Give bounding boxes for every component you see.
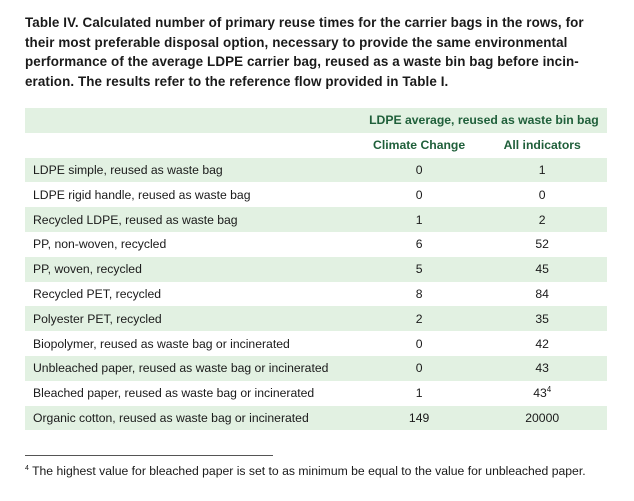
all-indicators-value: $43^4$ [533,385,552,401]
all-indicators-value: 42 [535,336,549,351]
all-indicators-value: 0 [538,187,546,202]
table-row [25,207,607,232]
climate-change-value: 2 [361,306,478,331]
row-label: Organic cotton, reused as waste bag or incinerated [25,406,361,431]
table-row [25,381,607,406]
row-label: PP, non-woven, recycled [33,237,167,252]
climate-change-value: 1 [361,207,478,232]
row-label: Recycled LDPE, reused as waste bag [25,207,361,232]
footnote [25,464,586,478]
row-label: LDPE simple, reused as waste bag [25,158,361,183]
footnote-ref: 4 [546,385,552,395]
row-label: Unbleached paper, reused as waste bag or incinerated [25,356,361,381]
climate-change-value: 0 [415,187,423,202]
climate-change-value: 8 [415,286,423,301]
climate-change-value: 5 [361,257,478,282]
climate-change-value: 6 [415,237,423,252]
climate-change-value: 0 [415,336,423,351]
table-caption: Table IV. Calculated number of primary reuse times for the carrier bags in the rows, for their most preferable disposal option, necessary to provide the same environmental performance of the average LDPE carrier bag, reused as a waste bin bag before incin-eration. The results refer to the reference flow provided in Table I. [25,15,584,89]
climate-change-value: 1 [415,386,423,401]
row-label: Bleached paper, reused as waste bag or incinerated [33,386,315,401]
all-indicators-value: 2 [477,207,607,232]
all-indicators-value: 1 [477,158,607,183]
climate-change-value: 0 [361,158,478,183]
footnote-text: The highest value for bleached paper is set to as minimum be equal to the value for unbleached paper. [32,464,586,478]
row-label: Biopolymer, reused as waste bag or incinerated [33,336,290,351]
table-row [25,232,607,257]
table-row [25,182,607,207]
table-column-header-row [25,133,607,158]
column-header-all-indicators: All indicators [503,138,581,153]
row-label: LDPE rigid handle, reused as waste bag [33,187,251,202]
results-table [25,108,607,430]
row-label: Recycled PET, recycled [33,286,162,301]
all-indicators-value: 43 [477,356,607,381]
all-indicators-value: 45 [477,257,607,282]
all-indicators-value: 84 [535,286,549,301]
footnote-divider [25,455,273,456]
table-row [25,158,607,183]
climate-change-value: 149 [361,406,478,431]
footnote-marker: 4 [25,464,29,472]
column-header-climate-change: Climate Change [373,138,466,153]
table-row [25,331,607,356]
all-indicators-value: 35 [477,306,607,331]
row-label: Polyester PET, recycled [25,306,361,331]
table-group-header-row [25,108,607,133]
climate-change-value: 0 [361,356,478,381]
table-row [25,306,607,331]
all-indicators-value: 20000 [477,406,607,431]
table-row [25,282,607,307]
table-row [25,257,607,282]
table-row [25,356,607,381]
all-indicators-value: 52 [535,237,549,252]
row-label: PP, woven, recycled [25,257,361,282]
group-header: LDPE average, reused as waste bin bag [361,108,607,133]
table-row [25,406,607,431]
